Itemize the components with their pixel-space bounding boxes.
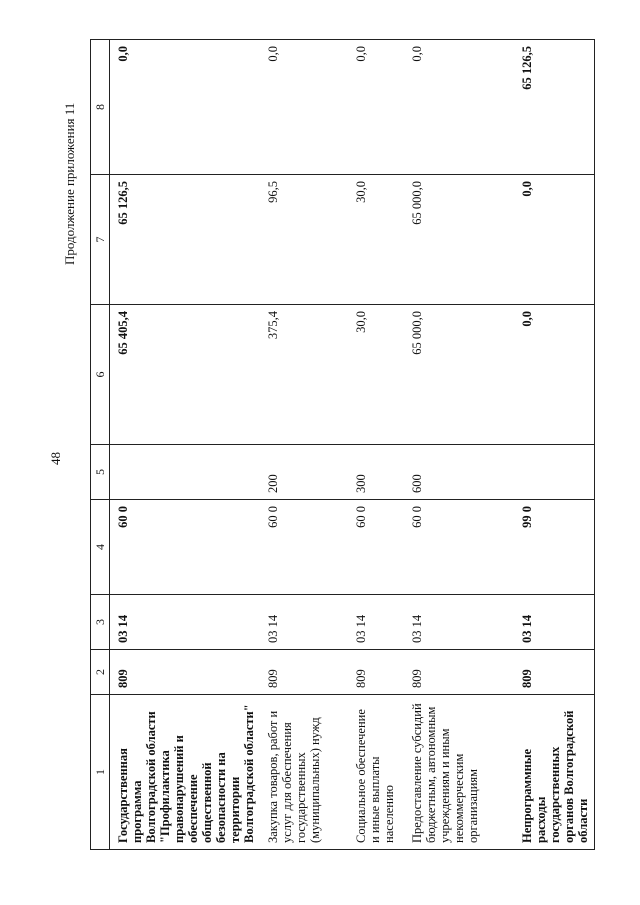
row-target-code: 60 0 [260,500,348,595]
row-expense-type: 600 [404,445,514,500]
row-name: Социальное обеспечение и иные выплаты населению [348,695,404,850]
col-header-1: 1 [91,695,110,850]
col-header-6: 6 [91,305,110,445]
row-amount-7: 0,0 [514,175,595,305]
row-ministry-code: 809 [404,650,514,695]
row-amount-8: 65 126,5 [514,40,595,175]
budget-table [90,39,595,850]
table-row [404,40,514,850]
column-number-row [91,40,110,850]
col-header-4: 4 [91,500,110,595]
table-row [260,40,348,850]
row-expense-type [514,445,595,500]
table-row [514,40,595,850]
row-ministry-code: 809 [260,650,348,695]
row-name: Предоставление субсидий бюджетным, автономным учреждениям и иным некоммерческим организациям [404,695,514,850]
col-header-2: 2 [91,650,110,695]
row-section-code: 03 14 [260,595,348,650]
row-name: Государственная программа Волгоградской области "Профилактика правонарушений и обеспечение общественной безопасности на территории Волгоградской области" [110,695,261,850]
table-row [110,40,261,850]
row-ministry-code: 809 [514,650,595,695]
table-row [348,40,404,850]
row-name: Непрограммные расходы государственных органов Волгоградской области [514,695,595,850]
row-expense-type [110,445,261,500]
row-name: Закупка товаров, работ и услуг для обеспечения государственных (муниципальных) нужд [260,695,348,850]
row-section-code: 03 14 [348,595,404,650]
continuation-label: Продолжение приложения 11 [62,102,77,265]
row-amount-8: 0,0 [110,40,261,175]
row-target-code: 60 0 [404,500,514,595]
row-amount-6: 0,0 [514,305,595,445]
row-amount-7: 65 000,0 [404,175,514,305]
row-amount-6: 375,4 [260,305,348,445]
row-amount-6: 65 000,0 [404,305,514,445]
row-amount-7: 30,0 [348,175,404,305]
row-section-code: 03 14 [110,595,261,650]
row-expense-type: 200 [260,445,348,500]
row-amount-6: 30,0 [348,305,404,445]
row-ministry-code: 809 [348,650,404,695]
row-ministry-code: 809 [110,650,261,695]
row-amount-6: 65 405,4 [110,305,261,445]
row-amount-8: 0,0 [260,40,348,175]
col-header-3: 3 [91,595,110,650]
row-target-code: 60 0 [348,500,404,595]
row-section-code: 03 14 [514,595,595,650]
table-body [110,40,595,850]
col-header-7: 7 [91,175,110,305]
row-amount-7: 96,5 [260,175,348,305]
row-amount-8: 0,0 [404,40,514,175]
row-amount-8: 0,0 [348,40,404,175]
row-section-code: 03 14 [404,595,514,650]
row-expense-type: 300 [348,445,404,500]
row-amount-7: 65 126,5 [110,175,261,305]
col-header-5: 5 [91,445,110,500]
row-target-code: 60 0 [110,500,261,595]
col-header-8: 8 [91,40,110,175]
row-target-code: 99 0 [514,500,595,595]
page-number: 48 [48,452,63,465]
